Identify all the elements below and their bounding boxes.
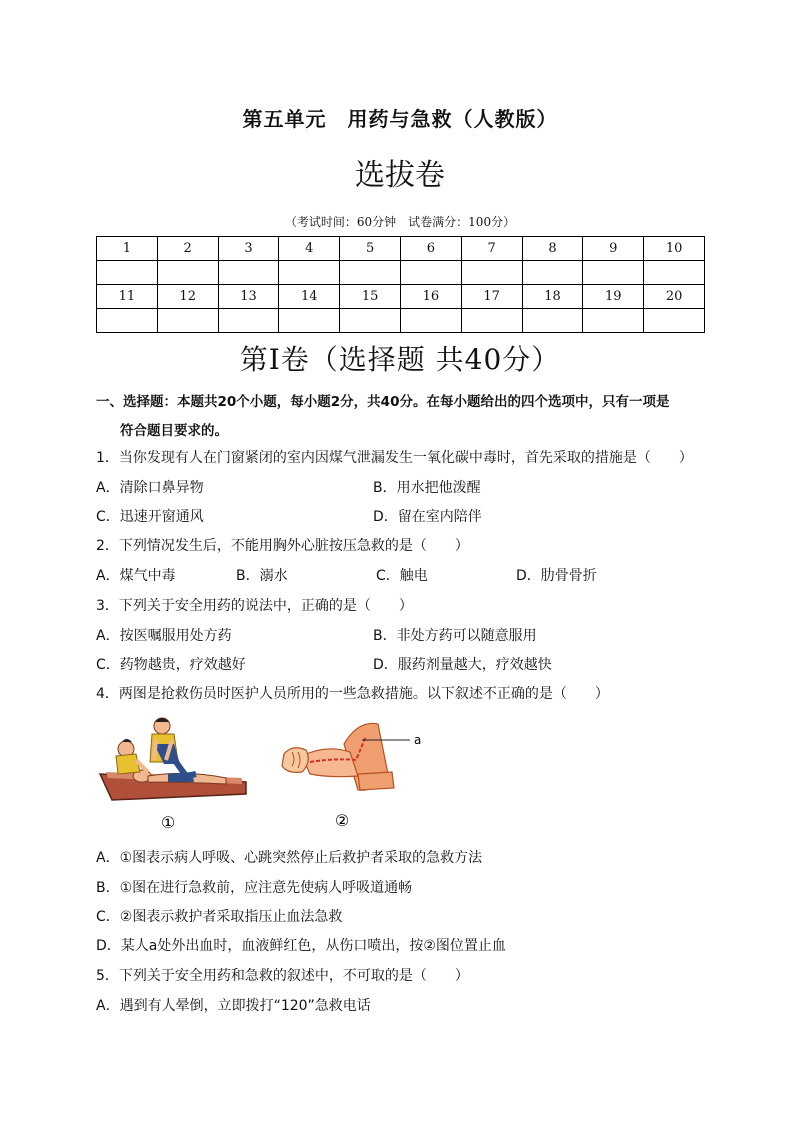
exam-info: （考试时间：60分钟 试卷满分：100分） bbox=[284, 215, 516, 229]
answer-cell[interactable] bbox=[157, 309, 218, 333]
cpr-illustration bbox=[100, 718, 246, 800]
question-1-stem: 1．当你发现有人在门窗紧闭的室内因煤气泄漏发生一氧化碳中毒时，首先采取的措施是（ ） bbox=[96, 450, 693, 466]
page-title: 选拔卷 bbox=[355, 158, 445, 193]
answer-cell[interactable] bbox=[157, 261, 218, 285]
question-4-option-d[interactable]: D．某人a处外出血时，血液鲜红色，从伤口喷出，按②图位置止血 bbox=[96, 938, 506, 954]
grid-number: 11 bbox=[97, 285, 158, 309]
grid-number: 5 bbox=[340, 237, 401, 261]
unit-title: 第五单元 用药与急救（人教版） bbox=[242, 107, 558, 131]
question-3-option-b[interactable]: B．非处方药可以随意服用 bbox=[373, 628, 537, 644]
question-2-stem: 2．下列情况发生后，不能用胸外心脏按压急救的是（ ） bbox=[96, 538, 469, 554]
question-2-option-a[interactable]: A．煤气中毒 bbox=[96, 568, 176, 584]
question-4-option-c[interactable]: C．②图表示救护者采取指压止血法急救 bbox=[96, 909, 343, 925]
question-1-option-c[interactable]: C．迅速开窗通风 bbox=[96, 509, 204, 525]
question-5-stem: 5．下列关于安全用药和急救的叙述中，不可取的是（ ） bbox=[96, 968, 469, 984]
grid-number: 3 bbox=[218, 237, 279, 261]
question-4-stem: 4．两图是抢救伤员时医护人员所用的一些急救措施。以下叙述不正确的是（ ） bbox=[96, 686, 609, 702]
grid-number: 1 bbox=[97, 237, 158, 261]
answer-grid bbox=[96, 236, 705, 333]
question-1-option-a[interactable]: A．清除口鼻异物 bbox=[96, 480, 204, 496]
answer-cell[interactable] bbox=[400, 261, 461, 285]
question-1-option-b[interactable]: B．用水把他泼醒 bbox=[373, 480, 481, 496]
answer-cell[interactable] bbox=[340, 309, 401, 333]
answer-cell[interactable] bbox=[583, 261, 644, 285]
answer-cell[interactable] bbox=[97, 309, 158, 333]
grid-number: 19 bbox=[583, 285, 644, 309]
answer-cell[interactable] bbox=[461, 309, 522, 333]
answer-cell[interactable] bbox=[461, 261, 522, 285]
figure-point-a-label: a bbox=[414, 733, 422, 747]
answer-cell[interactable] bbox=[279, 309, 340, 333]
grid-number: 13 bbox=[218, 285, 279, 309]
grid-number: 9 bbox=[583, 237, 644, 261]
answer-cell[interactable] bbox=[97, 261, 158, 285]
answer-cell[interactable] bbox=[522, 261, 583, 285]
section-instruction bbox=[96, 388, 711, 446]
grid-number: 4 bbox=[279, 237, 340, 261]
answer-grid-blank-row-2 bbox=[97, 309, 705, 333]
grid-number: 8 bbox=[522, 237, 583, 261]
question-2-options bbox=[96, 565, 597, 585]
grid-number: 7 bbox=[461, 237, 522, 261]
question-3-option-c[interactable]: C．药物越贵，疗效越好 bbox=[96, 657, 246, 673]
grid-number: 18 bbox=[522, 285, 583, 309]
question-5-option-a[interactable]: A．遇到有人晕倒，立即拨打“120”急救电话 bbox=[96, 998, 371, 1014]
answer-cell[interactable] bbox=[522, 309, 583, 333]
grid-number: 20 bbox=[644, 285, 705, 309]
grid-number: 6 bbox=[400, 237, 461, 261]
question-2-option-d[interactable]: D．肋骨骨折 bbox=[516, 568, 597, 584]
question-3-option-a[interactable]: A．按医嘱服用处方药 bbox=[96, 628, 232, 644]
answer-cell[interactable] bbox=[218, 261, 279, 285]
answer-cell[interactable] bbox=[583, 309, 644, 333]
question-4-option-a[interactable]: A．①图表示病人呼吸、心跳突然停止后救护者采取的急救方法 bbox=[96, 850, 483, 866]
answer-cell[interactable] bbox=[400, 309, 461, 333]
question-3-option-d[interactable]: D．服药剂量越大，疗效越快 bbox=[373, 657, 552, 673]
question-4-option-b[interactable]: B．①图在进行急救前，应注意先使病人呼吸道通畅 bbox=[96, 880, 413, 896]
figure-1-label: ① bbox=[160, 813, 176, 832]
first-aid-figure bbox=[96, 714, 436, 839]
answer-cell[interactable] bbox=[644, 309, 705, 333]
grid-number: 2 bbox=[157, 237, 218, 261]
answer-grid-blank-row-1 bbox=[97, 261, 705, 285]
answer-grid-header-row-2 bbox=[97, 285, 705, 309]
question-3-stem: 3．下列关于安全用药的说法中，正确的是（ ） bbox=[96, 598, 413, 614]
answer-cell[interactable] bbox=[644, 261, 705, 285]
grid-number: 16 bbox=[400, 285, 461, 309]
section-title: 第Ⅰ卷（选择题 共40分） bbox=[239, 343, 561, 376]
answer-cell[interactable] bbox=[218, 309, 279, 333]
grid-number: 15 bbox=[340, 285, 401, 309]
answer-cell[interactable] bbox=[279, 261, 340, 285]
question-2-option-b[interactable]: B．溺水 bbox=[236, 568, 288, 584]
answer-grid-header-row-1 bbox=[97, 237, 705, 261]
answer-cell[interactable] bbox=[340, 261, 401, 285]
grid-number: 12 bbox=[157, 285, 218, 309]
instruction-line-2: 符合题目要求的。 bbox=[120, 423, 228, 439]
grid-number: 10 bbox=[644, 237, 705, 261]
pressure-point-illustration bbox=[282, 723, 410, 790]
question-1-option-d[interactable]: D．留在室内陪伴 bbox=[373, 509, 482, 525]
grid-number: 17 bbox=[461, 285, 522, 309]
instruction-line-1: 一、选择题：本题共20个小题，每小题2分，共40分。在每小题给出的四个选项中，只有一项是 bbox=[96, 394, 670, 410]
figure-2-label: ② bbox=[334, 811, 350, 830]
question-2-option-c[interactable]: C．触电 bbox=[376, 568, 428, 584]
grid-number: 14 bbox=[279, 285, 340, 309]
